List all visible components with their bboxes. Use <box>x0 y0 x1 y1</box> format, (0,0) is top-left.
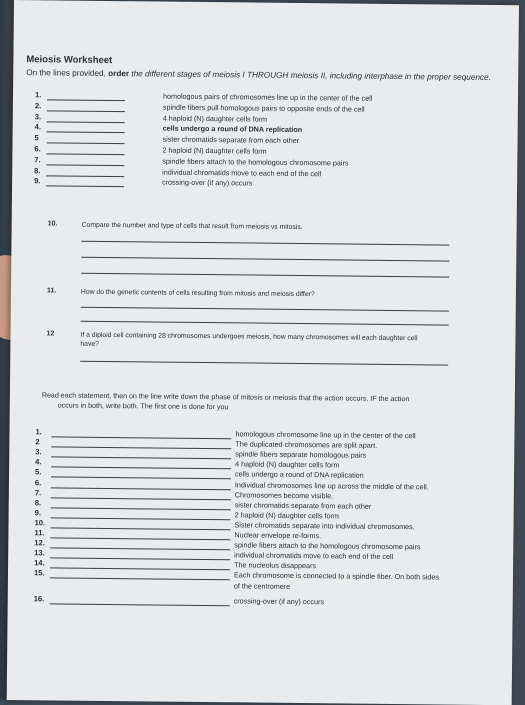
answer-line[interactable] <box>46 153 124 155</box>
answer-line[interactable] <box>51 477 231 480</box>
answer-line[interactable] <box>81 241 449 246</box>
statement-description: Sister chromatids separate into individual chromosomes. <box>234 520 415 532</box>
part2-instructions-cont: occurs in both, write both. The first one is done for you <box>57 401 229 412</box>
answer-line[interactable] <box>51 497 231 500</box>
answer-line[interactable] <box>51 487 231 490</box>
item-number: 3. <box>35 447 42 457</box>
statement-description: homologous chromosome line up in the center of the cell <box>235 429 416 441</box>
item-number: 2 <box>35 437 40 447</box>
statement-description: individual chromatids move to each end of the cell <box>234 550 394 562</box>
answer-line[interactable] <box>46 186 124 188</box>
answer-line[interactable] <box>46 175 124 177</box>
item-number: 8. <box>34 165 41 175</box>
answer-line[interactable] <box>50 527 230 530</box>
instructions-bold: order <box>108 68 130 79</box>
answer-line[interactable] <box>51 447 231 450</box>
question-text: How do the genetic contents of cells resulting from mitosis and meiosis differ? <box>80 288 315 299</box>
item-number: 9. <box>34 508 42 518</box>
item-number: 8. <box>34 497 42 507</box>
answer-line[interactable] <box>81 307 449 312</box>
answer-line[interactable] <box>47 99 125 101</box>
answer-line[interactable] <box>50 603 230 606</box>
statement-description: spindle fibers separate homologous pairs <box>235 449 367 460</box>
answer-line[interactable] <box>47 132 125 134</box>
answer-line[interactable] <box>81 321 449 326</box>
stage-description: individual chromatids move to each end of the cell <box>162 167 322 178</box>
answer-line[interactable] <box>51 507 231 510</box>
stage-description: cells undergo a round of DNA replication <box>162 123 303 135</box>
question-text: Compare the number and type of cells that result from meiosis vs mitosis. <box>81 221 303 232</box>
item-number: 15. <box>33 568 45 578</box>
answer-line[interactable] <box>50 558 230 561</box>
item-number: 1. <box>35 427 42 437</box>
item-number: 12. <box>34 538 45 548</box>
stage-description: spindle fibers pull homologous pairs to opposite ends of the cell <box>162 102 365 114</box>
instructions-lead: On the lines provided, <box>26 68 109 78</box>
item-number: 16. <box>33 593 45 603</box>
stage-description: sister chromatids separate from each other <box>162 134 300 146</box>
statement-description: sister chromatids separate from each other <box>234 500 372 511</box>
item-number: 11. <box>34 528 45 538</box>
answer-line[interactable] <box>50 548 230 551</box>
instructions <box>26 67 496 83</box>
statement-description: crossing-over (if any) occurs <box>233 595 325 606</box>
statement-description: cells undergo a round of DNA replication <box>234 469 364 481</box>
worksheet-title: Meiosis Worksheet <box>26 54 113 67</box>
answer-line[interactable] <box>81 257 449 262</box>
instructions-rest: the different stages of meiosis I THROUGH meiosis II, including interphase in the proper sequence. <box>129 69 491 82</box>
answer-line[interactable] <box>80 361 448 366</box>
question-number: 11. <box>46 287 57 295</box>
statement-description: 4 haploid (N) daughter cells form <box>235 459 340 470</box>
statement-description: The nucleolus disappears <box>234 560 317 571</box>
answer-line[interactable] <box>50 568 230 571</box>
statement-description: Each chromosome is connected to a spindle fiber. On both sides <box>233 570 439 582</box>
answer-line[interactable] <box>51 436 231 439</box>
answer-line[interactable] <box>50 578 230 581</box>
stage-description: 4 haploid (N) daughter cells form <box>162 113 268 124</box>
question-number: 12 <box>46 330 55 338</box>
item-number: 1. <box>34 90 42 100</box>
item-number: 14. <box>34 558 45 568</box>
answer-line[interactable] <box>46 143 124 145</box>
item-number: 6. <box>34 144 41 154</box>
item-number: 9. <box>34 176 41 186</box>
question-text-cont: have? <box>80 340 99 348</box>
statement-description: 2 haploid (N) daughter cells form <box>234 510 339 521</box>
stage-description: crossing-over (if any) occurs <box>162 177 253 188</box>
stage-description: spindle fibers attach to the homologous chromosome pairs <box>162 156 349 168</box>
item-number: 13. <box>34 548 45 558</box>
statement-description: of the centromere <box>233 580 291 591</box>
part2-instructions: Read each statement, then on the line write down the phase of mitosis or meiosis that the action occurs. IF the action <box>41 391 410 404</box>
answer-line[interactable] <box>50 537 230 540</box>
answer-line[interactable] <box>51 517 231 520</box>
item-number: 5. <box>35 467 42 477</box>
item-number: 7. <box>34 155 41 165</box>
stage-description: homologous pairs of chromosomes line up in the center of the cell <box>162 91 373 103</box>
answer-line[interactable] <box>47 121 125 123</box>
statement-description: spindle fibers attach to the homologous chromosome pairs <box>234 540 421 552</box>
answer-line[interactable] <box>47 110 125 112</box>
item-number: 3. <box>34 111 42 121</box>
stage-description: 2 haploid (N) daughter cells form <box>162 145 267 156</box>
answer-line[interactable] <box>81 273 449 278</box>
statement-description: Nuclear envelope re-forms. <box>234 530 322 541</box>
item-number: 4. <box>34 122 42 132</box>
statement-description: Individual chromosomes line up across the middle of the cell. <box>234 479 429 491</box>
statement-description: The duplicated chromosomes are split apart. <box>235 439 378 450</box>
worksheet-paper <box>7 0 519 705</box>
item-number: 4. <box>35 457 42 467</box>
statement-description: Chromosomes become visible. <box>234 489 334 500</box>
answer-line[interactable] <box>51 467 231 470</box>
question-number: 10. <box>47 220 58 228</box>
answer-line[interactable] <box>51 457 231 460</box>
answer-line[interactable] <box>46 164 124 166</box>
item-number: 2. <box>34 101 42 111</box>
question-text: If a diploid cell containing 28 chromosomes undergoes meiosis, how many chromosomes will each daughter cell <box>80 331 418 343</box>
item-number: 7. <box>34 487 42 497</box>
item-number: 6. <box>34 477 42 487</box>
item-number: 10. <box>34 518 46 528</box>
item-number: 5 <box>34 133 39 143</box>
